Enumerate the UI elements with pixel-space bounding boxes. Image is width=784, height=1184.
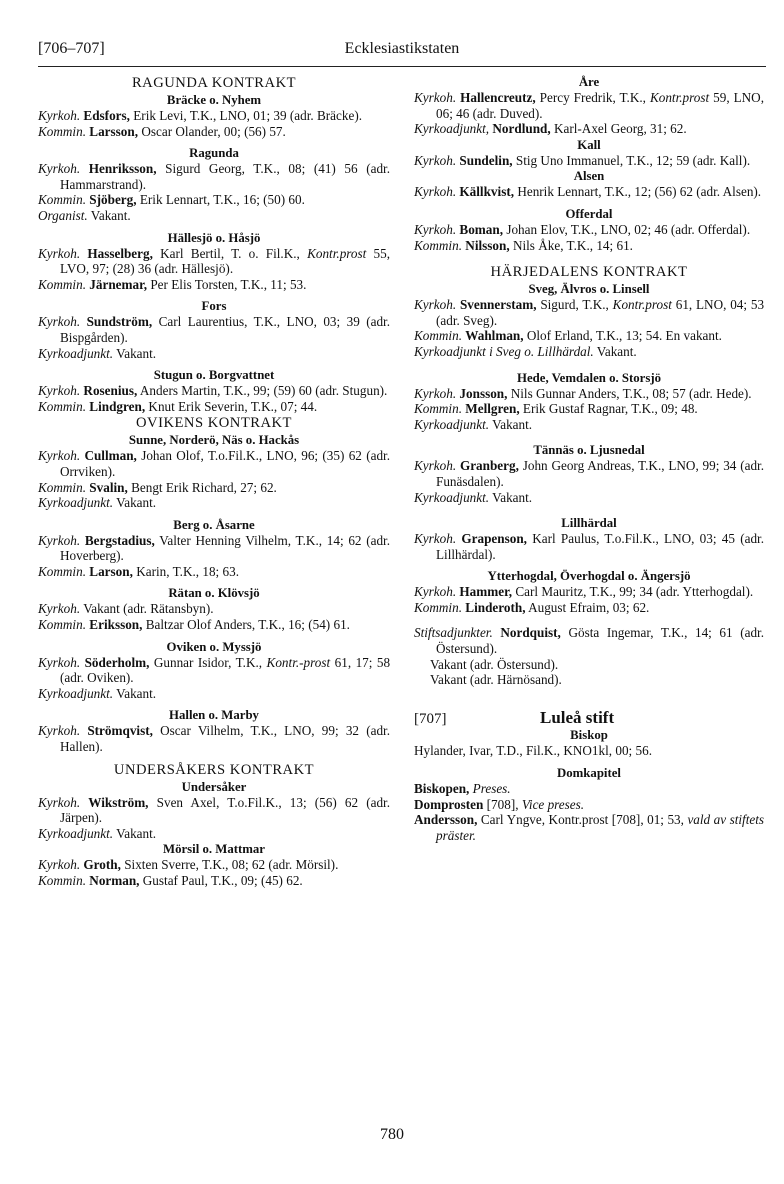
entry: Kyrkoadjunkt. Vakant.	[38, 825, 157, 841]
entry: Kyrkoh. Cullman, Johan Olof, T.o.Fil.K., LNO, 96; (35) 62 (adr. Orrviken).	[38, 448, 391, 479]
parish-heading: Hede, Vemdalen o. Storsjö	[517, 370, 661, 385]
entry: Kyrkoh. Wikström, Sven Axel, T.o.Fil.K., 13; (56) 62 (adr. Järpen).	[38, 794, 391, 826]
entry: Kyrkoh. Boman, Johan Elov, T.K., LNO, 02; 46 (adr. Offerdal).	[414, 221, 751, 237]
entry: Kyrkoadjunkt. Vakant.	[38, 345, 157, 361]
parish-heading: Åre	[578, 75, 600, 89]
entry: Kommin. Eriksson, Baltzar Olof Anders, T.K., 16; (54) 61.	[38, 617, 350, 633]
entry: Kyrkoh. Groth, Sixten Sverre, T.K., 08; 62 (adr. Mörsil).	[38, 857, 339, 873]
kontrakt-title: RAGUNDA KONTRAKT	[131, 75, 297, 91]
parish-heading: Fors	[201, 299, 227, 314]
parish-heading: Hallen o. Marby	[169, 708, 259, 723]
parish-heading: Berg o. Åsarne	[173, 517, 255, 532]
entry: Andersson, Carl Yngve, Kontr.prost [708], 01; 53, vald av stiftets präster.	[414, 812, 765, 843]
entry: Kyrkoh. Bergstadius, Valter Henning Vilhelm, T.K., 14; 62 (adr. Hoverberg).	[38, 532, 391, 564]
entry: Kyrkoh. Söderholm, Gunnar Isidor, T.K., Kontr.-prost 61, 17; 58 (adr. Oviken).	[38, 654, 391, 686]
parish-heading: Alsen	[573, 169, 605, 184]
running-title: Ecklesiastikstaten	[344, 40, 460, 57]
parish-heading: Undersåker	[181, 779, 247, 794]
entry: Kommin. Lindgren, Knut Erik Severin, T.K., 07; 44.	[38, 398, 318, 414]
section-title: Luleå stift	[540, 707, 615, 727]
entry: Kyrkoh. Svennerstam, Sigurd, T.K., Kontr.prost 61, LNO, 04; 53 (adr. Sveg).	[414, 297, 765, 328]
entry: Kyrkoh. Hasselberg, Karl Bertil, T. o. Fil.K., Kontr.prost 55, LVO, 97; (28) 36 (adr. Hällesjö).	[38, 245, 391, 277]
entry: Kyrkoh. Jonsson, Nils Gunnar Anders, T.K., 08; 57 (adr. Hede).	[414, 385, 752, 401]
entry: Kyrkoh. Sundström, Carl Laurentius, T.K., LNO, 03; 39 (adr. Bispgården).	[38, 314, 391, 345]
entry: Kyrkoadjunkt. Vakant.	[414, 416, 533, 432]
entry: Kyrkoh. Vakant (adr. Rätansbyn).	[38, 601, 214, 617]
parish-heading: Hällesjö o. Håsjö	[167, 230, 261, 245]
parish-heading: Rätan o. Klövsjö	[168, 586, 260, 601]
header-rule	[38, 66, 766, 67]
page-number: 780	[380, 1126, 404, 1143]
entry: Kommin. Wahlman, Olof Erland, T.K., 13; 54. En vakant.	[414, 328, 722, 344]
entry: Kommin. Svalin, Bengt Erik Richard, 27; 62.	[38, 479, 277, 495]
kontrakt-title: UNDERSÅKERS KONTRAKT	[113, 761, 315, 778]
entry: Kyrkoadjunkt. Vakant.	[38, 495, 157, 511]
entry: Organist. Vakant.	[38, 207, 131, 223]
right-column	[414, 74, 764, 843]
entry: Hylander, Ivar, T.D., Fil.K., KNO1kl, 00; 56.	[414, 743, 652, 759]
entry: Domprosten [708], Vice preses.	[414, 796, 585, 812]
left-column	[38, 74, 390, 889]
entry: Kyrkoh. Hammer, Carl Mauritz, T.K., 99; 34 (adr. Ytterhogdal).	[414, 584, 754, 600]
kontrakt-title: OVIKENS KONTRAKT	[136, 415, 292, 432]
parish-heading: Sveg, Älvros o. Linsell	[528, 282, 650, 297]
entry: Kommin. Larsson, Oscar Olander, 00; (56) 57.	[38, 123, 286, 139]
entry: Kyrkoadjunkt. Vakant.	[38, 685, 157, 701]
entry: Kommin. Nilsson, Nils Åke, T.K., 14; 61.	[414, 237, 633, 253]
entry: Kyrkoh. Rosenius, Anders Martin, T.K., 99; (59) 60 (adr. Stugun).	[38, 383, 388, 399]
entry: Kommin. Järnemar, Per Elis Torsten, T.K., 11; 53.	[38, 276, 307, 292]
entry: Kyrkoh. Sundelin, Stig Uno Immanuel, T.K., 12; 59 (adr. Kall).	[414, 152, 751, 168]
parish-heading: Kall	[577, 137, 601, 152]
entry: Kyrkoadjunkt, Nordlund, Karl-Axel Georg, 31; 62.	[414, 121, 687, 137]
entry: Kommin. Mellgren, Erik Gustaf Ragnar, T.K., 09; 48.	[414, 401, 698, 417]
parish-heading: Ragunda	[189, 146, 239, 161]
entry: Vakant (adr. Östersund).	[430, 656, 559, 672]
section-heading	[414, 707, 764, 728]
entry: Kyrkoh. Edsfors, Erik Levi, T.K., LNO, 01; 39 (adr. Bräcke).	[38, 108, 363, 123]
kontrakt-title: HÄRJEDALENS KONTRAKT	[490, 264, 688, 281]
entry: Kyrkoh. Henriksson, Sigurd Georg, T.K., 08; (41) 56 (adr. Hammarstrand).	[38, 161, 391, 192]
parish-heading: Stugun o. Borgvattnet	[153, 368, 275, 383]
page-range: [706–707]	[38, 40, 105, 57]
parish-heading: Offerdal	[565, 206, 613, 221]
section-number: [707]	[414, 710, 447, 727]
parish-heading: Lillhärdal	[561, 516, 617, 531]
running-header	[38, 40, 766, 64]
parish-heading: Ytterhogdal, Överhogdal o. Ängersjö	[487, 569, 691, 584]
entry: Kyrkoh. Granberg, John Georg Andreas, T.K., LNO, 99; 34 (adr. Funäsdalen).	[414, 458, 765, 489]
entry: Kyrkoh. Grapenson, Karl Paulus, T.o.Fil.K., LNO, 03; 45 (adr. Lillhärdal).	[414, 531, 765, 562]
entry: Kyrkoh. Hallencreutz, Percy Fredrik, T.K., Kontr.prost 59, LNO, 06; 46 (adr. Duved).	[414, 90, 765, 121]
entry: Kommin. Larson, Karin, T.K., 18; 63.	[38, 563, 240, 579]
parish-heading: Tännäs o. Ljusnedal	[533, 443, 645, 458]
parish-heading: Oviken o. Myssjö	[166, 639, 262, 654]
entry: Vakant (adr. Härnösand).	[430, 672, 562, 688]
entry: Kyrkoadjunkt. Vakant.	[414, 489, 533, 505]
entry: Stiftsadjunkter. Nordquist, Gösta Ingemar, T.K., 14; 61 (adr. Östersund).	[414, 625, 765, 657]
entry: Kyrkoh. Strömqvist, Oscar Vilhelm, T.K., LNO, 99; 32 (adr. Hallen).	[38, 723, 391, 755]
parish-heading: Mörsil o. Mattmar	[163, 842, 265, 857]
entry: Kommin. Sjöberg, Erik Lennart, T.K., 16; (50) 60.	[38, 192, 305, 208]
entry: Kyrkoadjunkt i Sveg o. Lillhärdal. Vakant.	[414, 343, 637, 359]
parish-heading: Sunne, Norderö, Näs o. Hackås	[128, 433, 300, 448]
entry: Kommin. Linderoth, August Efraim, 03; 62.	[414, 599, 650, 615]
entry: Kyrkoh. Källkvist, Henrik Lennart, T.K., 12; (56) 62 (adr. Alsen).	[414, 184, 762, 200]
parish-heading: Biskop	[570, 728, 608, 743]
parish-heading: Domkapitel	[557, 766, 621, 781]
entry: Biskopen, Preses.	[414, 781, 511, 797]
entry: Kommin. Norman, Gustaf Paul, T.K., 09; (45) 62.	[38, 873, 303, 888]
parish-heading: Bräcke o. Nyhem	[166, 93, 262, 107]
